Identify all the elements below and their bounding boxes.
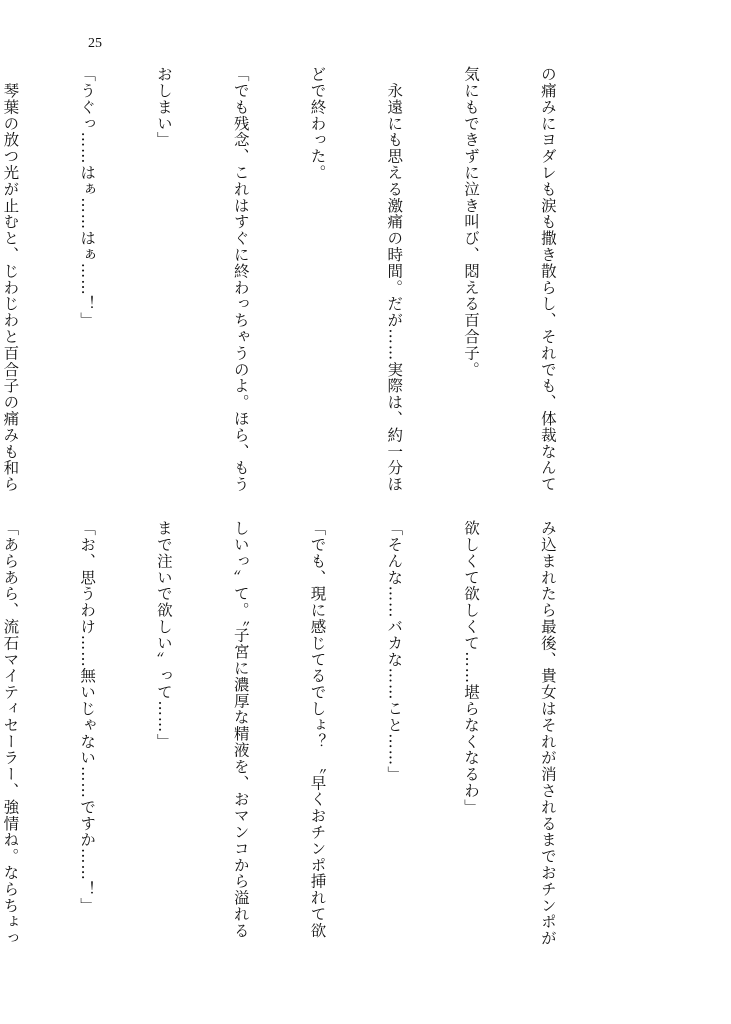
text-line: の痛みにヨダレも涙も撒き散らし、それでも、体裁なんて xyxy=(538,66,557,493)
text-line: おしまい」 xyxy=(154,66,173,148)
text-line: み込まれたら最後、貴女はそれが消されるまでおチンポが xyxy=(538,520,557,947)
text-line: しいっ〟て。〝子宮に濃厚な精液を、おマンコから溢れる xyxy=(231,520,250,939)
text-line: 「でも残念、これはすぐに終わっちゃうのよ。ほら、もう xyxy=(231,66,250,493)
text-line: 「あらあら、流石マイティセーラー、強情ね。ならちょっ xyxy=(1,520,20,947)
page-number: 25 xyxy=(88,36,102,51)
text-line: 「でも、現に感じてるでしょ？ 〝早くおチンポ挿れて欲 xyxy=(308,520,327,939)
text-line: 永遠にも思える激痛の時間。だが……実際は、約一分ほ xyxy=(385,66,404,493)
text-line: 気にもできずに泣き叫び、悶える百合子。 xyxy=(462,66,481,378)
text-line: 「お、思うわけ……無いじゃない……ですか……！」 xyxy=(78,520,97,914)
text-line: 「そんな……バカな……こと……」 xyxy=(385,520,404,783)
text-line: 琴葉の放つ光が止むと、じわじわと百合子の痛みも和ら xyxy=(1,66,20,493)
text-line: 欲しくて欲しくて……堪らなくなるわ」 xyxy=(462,520,481,816)
upper-text-block xyxy=(1,66,611,493)
lower-text-block xyxy=(1,520,611,947)
text-line: 「うぐっ……はぁ……はぁ……！」 xyxy=(78,66,97,329)
text-line: どで終わった。 xyxy=(308,66,327,181)
text-line: まで注いで欲しい〟って……」 xyxy=(154,520,173,750)
